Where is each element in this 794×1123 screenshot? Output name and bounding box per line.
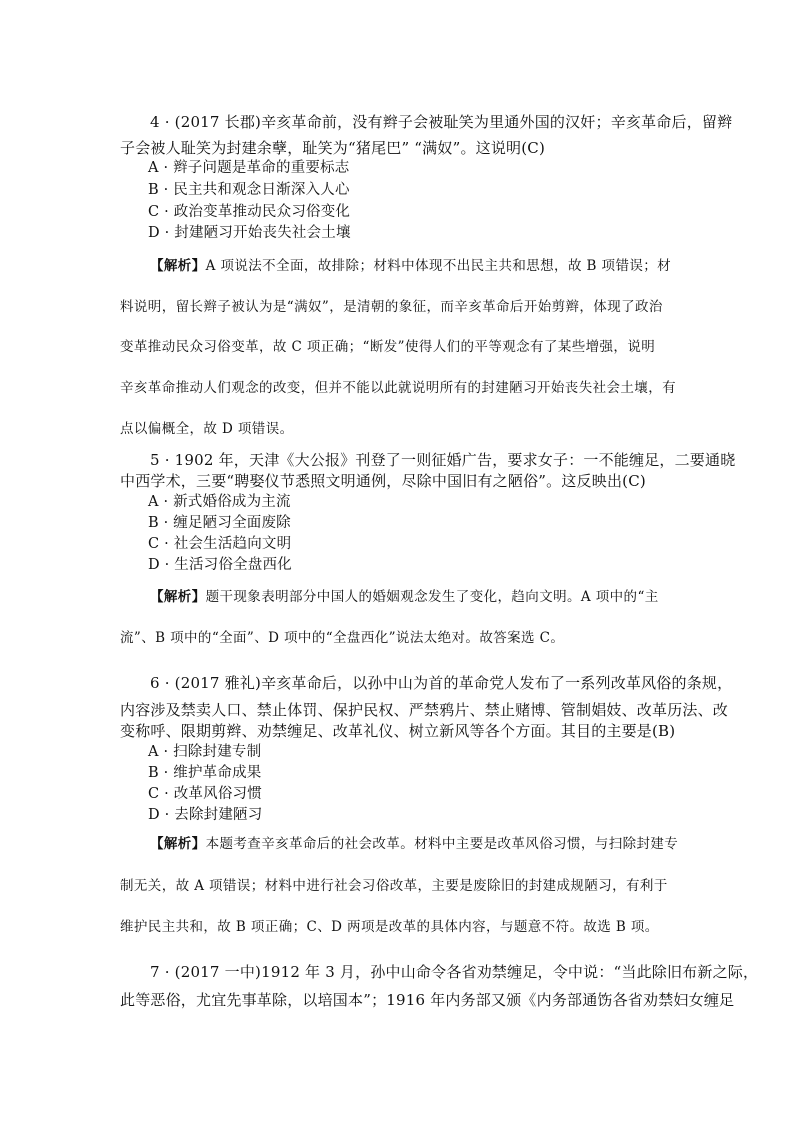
question-4-option-a: A · 辫子问题是革命的重要标志 bbox=[148, 160, 350, 176]
question-4-analysis-line-5: 点以偏概全，故 D 项错误。 bbox=[120, 421, 294, 437]
question-4-stem-line-1: 4 · (2017 长郡)辛亥革命前，没有辫子会被耻笑为里通外国的汉奸；辛亥革命后，留辫 bbox=[150, 113, 733, 131]
question-4-analysis-line-1 bbox=[150, 256, 680, 276]
question-5-option-d: D · 生活习俗全盘西化 bbox=[148, 557, 292, 573]
question-4-stem-line-2: 子会被人耻笑为封建余孽，耻笑为“猪尾巴” “满奴”。这说明(C) bbox=[120, 139, 546, 157]
question-4-option-d: D · 封建陋习开始丧失社会土壤 bbox=[148, 225, 351, 241]
question-6-option-c: C · 改革风俗习惯 bbox=[148, 786, 262, 802]
question-6-option-a: A · 扫除封建专制 bbox=[148, 744, 262, 760]
question-6-option-d: D · 去除封建陋习 bbox=[148, 807, 263, 823]
question-4-option-b: B · 民主共和观念日渐深入人心 bbox=[148, 182, 350, 198]
analysis-tag: 【解析】 bbox=[150, 258, 206, 274]
question-5-stem-line-1: 5 · 1902 年，天津《大公报》刊登了一则征婚广告，要求女子：一不能缠足，二要通晓 bbox=[150, 451, 736, 469]
question-6-analysis-line-3: 维护民主共和，故 B 项正确；C、D 两项是改革的具体内容，与题意不符。故选 B 项。 bbox=[120, 919, 659, 935]
question-5-analysis-line-2: 流”、B 项中的“全面”、D 项中的“全盘西化”说法太绝对。故答案选 C。 bbox=[120, 630, 565, 646]
question-7-stem-line-2: 此等恶俗，尤宜先事革除，以培国本”；1916 年内务部又颁《内务部通饬各省劝禁妇女缠足 bbox=[120, 991, 735, 1009]
question-6-stem-line-1: 6 · (2017 雅礼)辛亥革命后，以孙中山为首的革命党人发布了一系列改革风俗的条规， bbox=[150, 674, 733, 692]
question-4-analysis-line-3: 变革推动民众习俗变革，故 C 项正确；“断发”使得人们的平等观念有了某些增强，说明 bbox=[120, 339, 656, 355]
question-6-stem-line-2: 内容涉及禁卖人口、禁止体罚、保护民权、严禁鸦片、禁止赌博、管制娼妓、改革历法、改 bbox=[120, 701, 729, 719]
analysis-text: A 项说法不全面，故排除；材料中体现不出民主共和思想，故 B 项错误；材 bbox=[205, 258, 672, 274]
question-4-analysis-line-4: 辛亥革命推动人们观念的改变，但并不能以此就说明所有的封建陋习开始丧失社会土壤，有 bbox=[120, 380, 676, 396]
analysis-text: 题干现象表明部分中国人的婚姻观念发生了变化，趋向文明。A 项中的“主 bbox=[205, 589, 659, 605]
question-5-option-c: C · 社会生活趋向文明 bbox=[148, 536, 292, 552]
question-5-analysis-line-1 bbox=[150, 587, 680, 607]
question-6-option-b: B · 维护革命成果 bbox=[148, 765, 262, 781]
question-6-analysis-line-1 bbox=[150, 834, 680, 854]
question-7-stem-line-1: 7 · (2017 一中)1912 年 3 月，孙中山命令各省劝禁缠足，令中说：“当此除旧布新之际， bbox=[150, 963, 759, 981]
question-5-option-b: B · 缠足陋习全面废除 bbox=[148, 515, 291, 531]
question-4-analysis-line-2: 料说明，留长辫子被认为是“满奴”，是清朝的象征，而辛亥革命后开始剪辫，体现了政治 bbox=[120, 299, 663, 315]
question-6-stem-line-3: 变称呼、限期剪辫、劝禁缠足、改革礼仪、树立新风等各个方面。其目的主要是(B) bbox=[120, 722, 676, 740]
question-5-stem-line-2: 中西学术，三要“聘娶仪节悉照文明通例，尽除中国旧有之陋俗”。这反映出(C) bbox=[120, 472, 646, 490]
question-5-option-a: A · 新式婚俗成为主流 bbox=[148, 494, 291, 510]
question-4-option-c: C · 政治变革推动民众习俗变化 bbox=[148, 204, 351, 220]
analysis-tag: 【解析】 bbox=[150, 836, 206, 852]
analysis-tag: 【解析】 bbox=[150, 589, 206, 605]
analysis-text: 本题考查辛亥革命后的社会改革。材料中主要是改革风俗习惯，与扫除封建专 bbox=[205, 836, 679, 852]
question-6-analysis-line-2: 制无关，故 A 项错误；材料中进行社会习俗改革，主要是废除旧的封建成规陋习，有利于 bbox=[120, 878, 668, 894]
